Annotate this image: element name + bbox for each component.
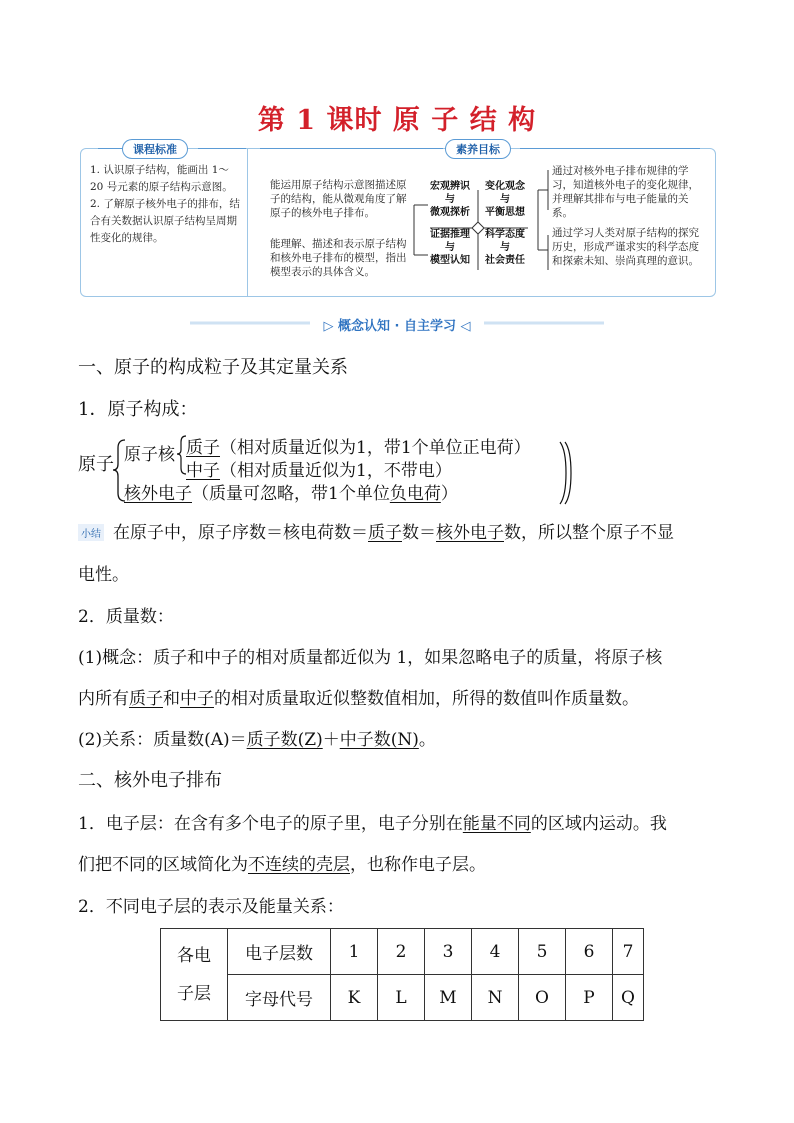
- neutron-line: 中子（相对质量近似为1，不带电）: [186, 461, 452, 481]
- summary-line-1: 在原子中，原子序数＝核电荷数＝质子数＝核外电子数，所以整个原子不显: [113, 523, 674, 543]
- electron-line: 核外电子（质量可忽略，带1个单位负电荷）: [124, 484, 458, 504]
- tag-line: [198, 148, 246, 149]
- tag-line: [98, 148, 122, 149]
- table-cell: Q: [613, 975, 644, 1021]
- summary-line-2: 电性。: [78, 565, 129, 585]
- bracket-right: [558, 440, 574, 506]
- relation-line: (2)关系：质量数(A)＝质子数(Z)＋中子数(N)。: [78, 730, 436, 750]
- table-cell: O: [519, 975, 566, 1021]
- section-banner: [0, 315, 794, 334]
- table-cell: 2: [378, 929, 425, 975]
- table-cell: 4: [472, 929, 519, 975]
- section-banner-text: 概念认知 · 自主学习: [338, 319, 456, 334]
- box-divider: [247, 148, 248, 297]
- table-row: [161, 975, 644, 1021]
- standard-item: 2. 了解原子核外电子的排布，结合有关数据认识原子结构呈周期性变化的规律。: [90, 198, 240, 244]
- goals-tag: 素养目标: [445, 139, 511, 159]
- concept-line-2: 内所有质子和中子的相对质量取近似整数值相加，所得的数值叫作质量数。: [78, 689, 639, 709]
- paragraph: 1．原子构成：: [78, 399, 198, 420]
- goal-category-2: 变化观念 与 平衡思想: [485, 181, 525, 218]
- section-heading-1: 一、原子的构成粒子及其定量关系: [78, 357, 348, 378]
- tag-line: [520, 148, 700, 149]
- table-cell: 6: [566, 929, 613, 975]
- nucleus-label: 原子核: [124, 445, 175, 465]
- shell-line-1: 1．电子层：在含有多个电子的原子里，电子分别在能量不同的区域内运动。我: [78, 814, 667, 834]
- triangle-right-icon: ▷: [323, 319, 334, 334]
- tag-line: [260, 148, 443, 149]
- electron-shell-table: [160, 928, 644, 1021]
- goal-category-1: 宏观辨识 与 微观探析: [430, 181, 470, 218]
- goal-category-4: 科学态度 与 社会责任: [485, 229, 525, 266]
- proton-line: 质子（相对质量近似为1，带1个单位正电荷）: [186, 438, 531, 458]
- section-heading-2: 二、核外电子排布: [78, 770, 222, 791]
- table-cell: L: [378, 975, 425, 1021]
- table-cell: P: [566, 975, 613, 1021]
- table-row-label: 电子层数: [228, 929, 331, 975]
- shell-line-2: 们把不同的区域简化为不连续的壳层，也称作电子层。: [78, 855, 486, 875]
- goal-right-2: 通过学习人类对原子结构的探究历史，形成严谨求实的科学态度和探索未知、崇尚真理的意识。: [552, 227, 699, 267]
- standards-tag: 课程标准: [122, 139, 188, 159]
- paragraph: 2．不同电子层的表示及能量关系：: [78, 897, 344, 917]
- standard-item: 1. 认识原子结构，能画出 1～20 号元素的原子结构示意图。: [90, 164, 233, 193]
- standards-list: [90, 162, 240, 247]
- table-cell: M: [425, 975, 472, 1021]
- table-row: [161, 929, 644, 975]
- goal-desc-2: 能理解、描述和表示原子结构和核外电子排布的模型，指出模型表示的具体含义。: [270, 238, 407, 278]
- table-cell: K: [331, 975, 378, 1021]
- table-cell: 3: [425, 929, 472, 975]
- table-cell: 1: [331, 929, 378, 975]
- paragraph: 2．质量数：: [78, 607, 174, 627]
- page-title: 第 1 课时 原 子 结 构: [257, 105, 537, 136]
- summary-tag: 小结: [78, 524, 104, 541]
- triangle-left-icon: ◁: [460, 319, 471, 334]
- goal-right-1: 通过对核外电子排布规律的学习，知道核外电子的变化规律，并理解其排布与电子能量的关系。: [552, 165, 699, 219]
- table-cell: N: [472, 975, 519, 1021]
- table-row-label: 字母代号: [228, 975, 331, 1021]
- atom-label: 原子: [78, 454, 114, 475]
- concept-line-1: (1)概念：质子和中子的相对质量都近似为 1，如果忽略电子的质量，将原子核: [78, 648, 663, 668]
- goal-desc-1: 能运用原子结构示意图描述原子的结构，能从微观角度了解原子的核外电子排布。: [270, 179, 407, 219]
- table-cell: 7: [613, 929, 644, 975]
- table-cell: 5: [519, 929, 566, 975]
- table-corner: 各电 子层: [161, 929, 228, 1021]
- goal-category-3: 证据推理 与 模型认知: [430, 229, 470, 266]
